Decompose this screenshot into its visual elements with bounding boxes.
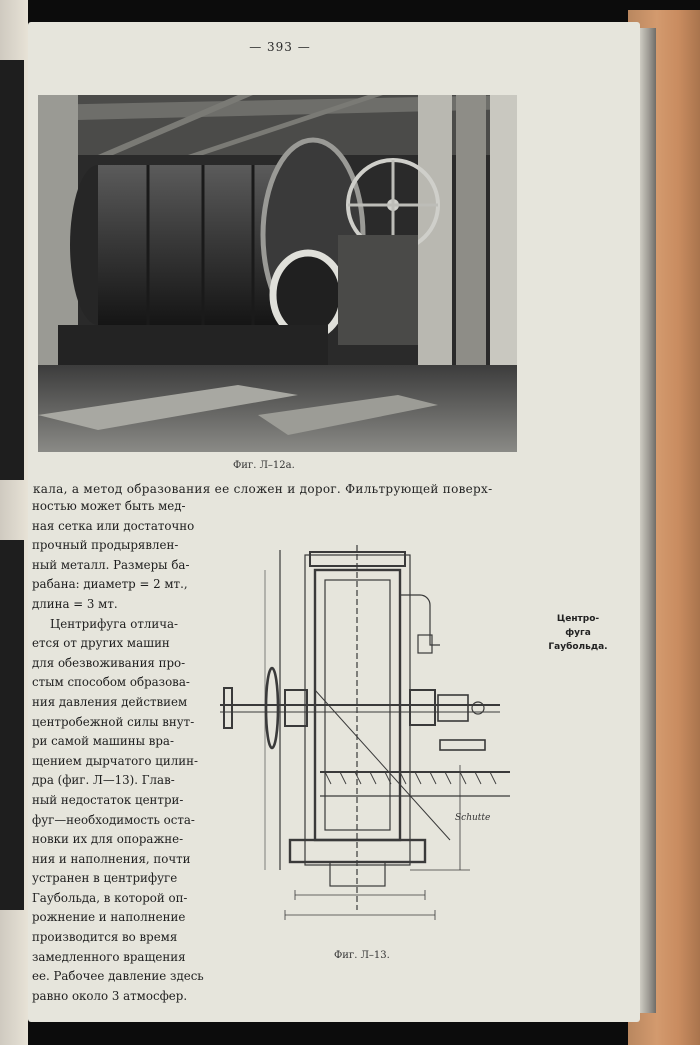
text-line: ри самой машины вра- [32, 734, 174, 749]
text-column [32, 497, 210, 1006]
text-line: Гаубольда, в которой оп- [32, 890, 188, 905]
margin-note-line: Гаубольда. [548, 642, 608, 652]
text-line: ный металл. Размеры ба- [32, 557, 190, 572]
text-line: ется от других машин [32, 636, 170, 651]
text-line: для обезвоживания про- [32, 655, 186, 670]
text-line: прочный продырявлен- [32, 538, 179, 553]
text-line: устранен в центрифуге [32, 871, 178, 886]
text-line: стым способом образова- [32, 675, 190, 690]
text-line: ния давления действием [32, 694, 188, 709]
text-line: дра (фиг. Л—13). Глав- [32, 773, 175, 788]
previous-page-photo [0, 60, 24, 480]
centrifuge-technical-drawing [210, 540, 520, 940]
figure-caption-top: Фиг. Л–12а. [233, 460, 295, 471]
previous-page-edge [0, 0, 28, 1045]
margin-note-line: фуга [565, 628, 591, 638]
text-line: рожнение и наполнение [32, 910, 186, 925]
text-line: ный недостаток центри- [32, 792, 184, 807]
figure-caption-bottom: Фиг. Л–13. [334, 950, 390, 961]
text-line: Центрифуга отлича- [50, 616, 179, 631]
machine-photograph [38, 95, 517, 452]
text-line: фуг—необходимость оста- [32, 812, 195, 827]
text-line: замедленного вращения [32, 949, 186, 964]
drawing-label: Schutte [455, 813, 491, 823]
page-number: — 393 — [249, 40, 311, 54]
text-line: длина = 3 мт. [32, 596, 118, 611]
text-line: рабана: диаметр = 2 мт., [32, 577, 188, 592]
margin-note [548, 612, 608, 654]
text-line: центробежной силы внут- [32, 714, 195, 729]
text-line: ностью может быть мед- [32, 499, 186, 513]
text-line: ее. Рабочее давление здесь [32, 969, 204, 984]
previous-page-photo-2 [0, 540, 24, 910]
text-line: равно около 3 атмосфер. [32, 988, 188, 1003]
machine-photo-drawing [38, 95, 517, 452]
text-line: щением дырчатого цилин- [32, 753, 198, 768]
page-stack-edge [638, 28, 656, 1013]
centrifuge-drawing-svg [210, 540, 520, 940]
text-line: ная сетка или достаточно [32, 518, 195, 533]
margin-note-line: Центро- [556, 614, 600, 624]
lead-text-line: кала, а метод образования ее сложен и дорог. Фильтрующей поверх- [33, 482, 493, 496]
text-line: новки их для опоражне- [32, 832, 184, 847]
text-line: ния и наполнения, почти [32, 851, 191, 866]
text-line: производится во время [32, 930, 178, 945]
